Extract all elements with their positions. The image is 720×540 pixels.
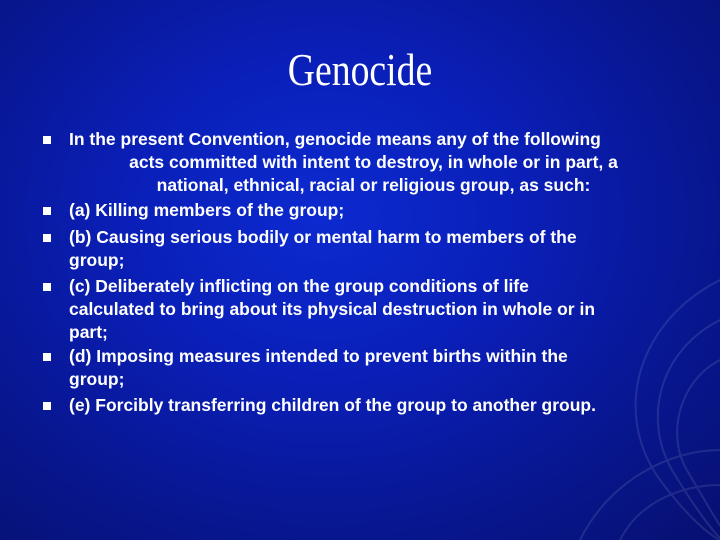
bullet-text-line: part; bbox=[69, 322, 108, 342]
square-bullet-icon bbox=[43, 402, 51, 410]
bullet-text-line: (c) Deliberately inflicting on the group conditions of life bbox=[69, 276, 529, 296]
bullet-text-line: (b) Causing serious bodily or mental harm to members of the bbox=[69, 227, 577, 247]
square-bullet-icon bbox=[43, 207, 51, 215]
square-bullet-icon bbox=[43, 283, 51, 291]
bullet-text-line: group; bbox=[69, 369, 125, 389]
bullet-text-line: (e) Forcibly transferring children of the group to another group. bbox=[69, 395, 596, 415]
slide-title: Genocide bbox=[287, 44, 433, 95]
square-bullet-icon bbox=[43, 353, 51, 361]
bullet-text-line: group; bbox=[69, 250, 125, 270]
square-bullet-icon bbox=[43, 234, 51, 242]
bullet-text-line: calculated to bring about its physical destruction in whole or in bbox=[69, 299, 596, 319]
bullet-text-line: In the present Convention, genocide means any of the following bbox=[69, 129, 601, 149]
bullet-text-line: (a) Killing members of the group; bbox=[69, 200, 345, 220]
bullet-text-line: national, ethnical, racial or religious group, as such: bbox=[156, 175, 591, 195]
bullet-text-line: (d) Imposing measures intended to prevent births within the bbox=[69, 346, 568, 366]
bullet-text-line: acts committed with intent to destroy, in whole or in part, a bbox=[129, 152, 618, 172]
square-bullet-icon bbox=[43, 136, 51, 144]
